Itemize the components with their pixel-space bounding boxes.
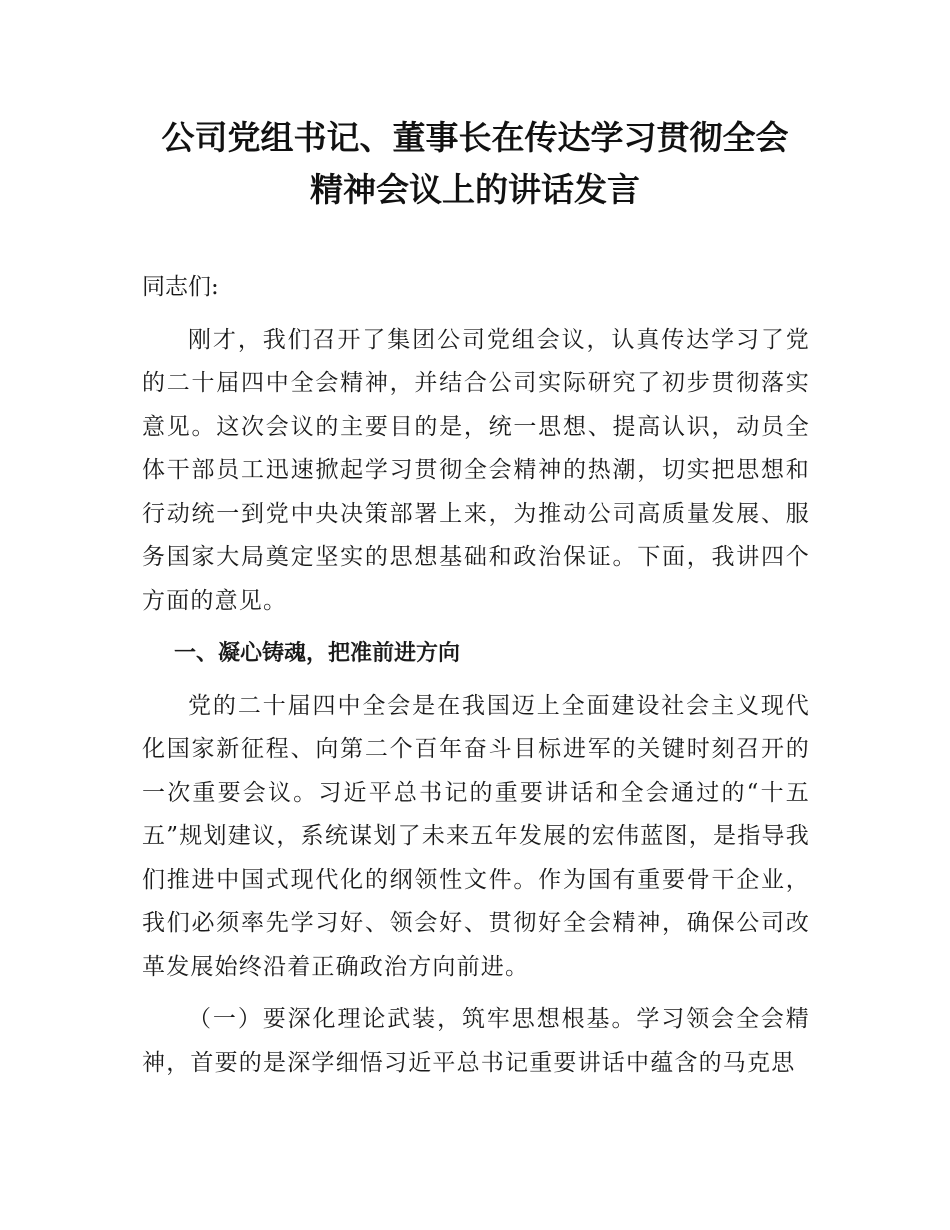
- salutation: 同志们:: [142, 274, 219, 300]
- paragraph-intro: 刚才，我们召开了集团公司党组会议，认真传达学习了党的二十届四中全会精神，并结合公司实际研究了初步贯彻落实意见。这次会议的主要目的是，统一思想、提高认识，动员全体干部员工迅速掀起学习贯彻全会精神的热潮，切实把思想和行动统一到党中央决策部署上来，为推动公司高质量发展、服务国家大局奠定坚实的思想基础和政治保证。下面，我讲四个方面的意见。: [142, 326, 810, 614]
- paragraph-section-1: 党的二十届四中全会是在我国迈上全面建设社会主义现代化国家新征程、向第二个百年奋斗目标进军的关键时刻召开的一次重要会议。习近平总书记的重要讲话和全会通过的“十五五”规划建议，系统谋划了未来五年发展的宏伟蓝图，是指导我们推进中国式现代化的纲领性文件。作为国有重要骨干企业，我们必须率先学习好、领会好、贯彻好全会精神，确保公司改革发展始终沿着正确政治方向前进。: [142, 692, 810, 980]
- section-heading-1: 一、凝心铸魂，把准前进方向: [174, 641, 461, 666]
- document-title: [140, 112, 810, 216]
- title-line-2: 精神会议上的讲话发言: [310, 170, 640, 209]
- paragraph-subsection-1: （一）要深化理论武装，筑牢思想根基。学习领会全会精神，首要的是深学细悟习近平总书记重要讲话中蕴含的马克思: [142, 1006, 810, 1076]
- title-line-1: 公司党组书记、董事长在传达学习贯彻全会: [161, 118, 789, 157]
- document-body: [142, 266, 810, 1094]
